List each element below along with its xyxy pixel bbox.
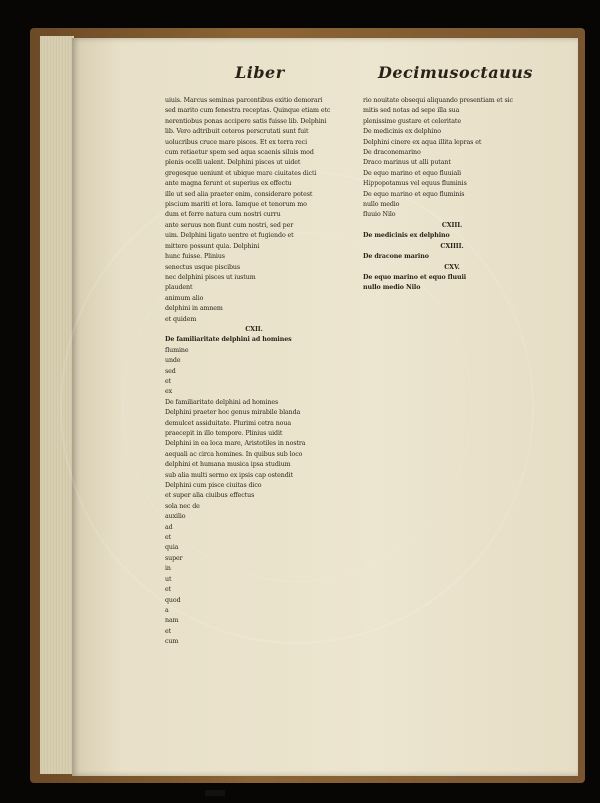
left-column-line: et quidem [165, 315, 197, 323]
left-column-line: super [165, 554, 183, 562]
chapter-heading: De medicinis ex delphino [363, 232, 450, 240]
right-column-line: Delphini cinere ex aqua illita lepras et [363, 138, 482, 146]
right-column-line: Draco marinus ut alli putant [363, 159, 451, 167]
page-edges [40, 36, 74, 774]
left-column-line: sub alia multi sermo ex ipsis cap ostendit [165, 471, 294, 479]
left-column-line: auxilio [165, 513, 186, 521]
left-column-line: ex [165, 388, 173, 396]
left-column-line: uolucribus cruce mare pisces. Et ex terra reci [165, 138, 307, 146]
left-column-line: uiuis. Marcus seminas parcentibus exitio demorari [165, 97, 323, 104]
left-column-line: sola nec de [165, 502, 200, 510]
scale-bar [205, 790, 225, 796]
chapter-heading: De equo marino et equo fluuii [363, 273, 467, 281]
right-column-line: fluuio Nilo [363, 211, 396, 219]
left-column-line: ante seruus non fiunt cum nostri, sed per [165, 221, 294, 229]
left-column-line: cum retiaetur spem sed aqua scaenis siluis mod [165, 149, 314, 157]
left-column-line: De familiaritate delphini ad homines [165, 398, 279, 406]
chapter-number: CXII. [245, 325, 263, 333]
running-head-left: Liber [235, 63, 285, 82]
right-column-line: De draconemarino [363, 149, 421, 157]
left-column-line: plaudent [165, 284, 193, 292]
right-column-line: rio nouitate obsequi aliquando presentiam et sic [363, 97, 513, 104]
left-column-line: flumine [165, 346, 189, 354]
chapter-heading: De dracone marino [363, 253, 429, 261]
left-column-line: Delphini cum pisce ciuitas dico [165, 482, 262, 490]
left-column-line: piscium mariti et lora. Iamque et tenorum mo [165, 201, 307, 209]
left-column-line: et [165, 586, 172, 594]
left-column-line: ante magna ferunt et superius ex effectu [165, 180, 292, 188]
left-column-line: quia [165, 544, 179, 552]
right-column-line: De equo marino et equo fluminis [363, 190, 465, 198]
left-column-line: et [165, 534, 172, 542]
left-column-line: lib. Vero adtribuit ceteros perscrutati sunt fuit [165, 128, 309, 136]
left-column-line: ad [165, 523, 173, 531]
right-column-line: mitis sed notas ad sepe illa sua [363, 107, 460, 115]
left-column-line: sed marito cum fenestra receptas. Quinque etiam etc [165, 107, 331, 115]
left-column-line: hunc fuisse. Plinius [165, 253, 225, 261]
left-column-line: aequali ac circa homines. In quibus sub loco [165, 450, 303, 458]
chapter-number: CXIIII. [440, 242, 464, 250]
left-column-line: sed [165, 367, 176, 375]
left-column-line: et super alia ciuibus effectus [165, 492, 255, 500]
chapter-heading: nullo medio Nilo [363, 284, 421, 292]
left-column-line: Delphini praeter hoc genus mirabile blanda [165, 409, 301, 417]
right-column-line: Hippopotamus vel equus fluminis [363, 180, 467, 188]
left-column-line: in [165, 565, 171, 573]
left-column-line: nam [165, 617, 179, 625]
text-column-left [165, 96, 343, 728]
right-column-line: plenissime gustare et celeritate [363, 117, 461, 125]
left-column-line: senectus usque piscibus [165, 263, 241, 271]
left-column-line: nerentiobus ponas accipere satis fuisse lib. Delphini [165, 117, 327, 125]
left-column-line: Delphini in ea loca mare, Aristotiles in nostra [165, 440, 306, 448]
text-column-right [363, 96, 541, 676]
left-column-line: mittere possunt quia. Delphini [165, 242, 260, 250]
left-column-line: delphini et humana musica ipsa studium [165, 461, 291, 469]
chapter-heading: De familiaritate delphini ad homines [165, 336, 292, 344]
right-column-line: De medicinis ex delphino [363, 128, 441, 136]
left-column-line: demulcet assiduitate. Plurimi cetra noua [165, 419, 291, 427]
left-column-line: unde [165, 357, 181, 365]
left-column-line: et [165, 627, 172, 635]
left-column-line: quod [165, 596, 181, 604]
left-column-line: nec delphini pisces ut iustum [165, 273, 256, 281]
right-column-line: nullo medio [363, 201, 400, 209]
running-head-right: Decimusoctauus [378, 63, 533, 82]
right-column-line: De equo marino et equo fluuiali [363, 169, 461, 177]
left-column-line: a [165, 606, 169, 614]
left-column-line: ut [165, 575, 172, 583]
left-column-line: ille ut sed alia praeter enim, considerare potest [165, 190, 313, 198]
left-column-line: animum alio [165, 294, 204, 302]
left-column-line: et [165, 377, 172, 385]
left-column-line: dum et ferre natura cum nostri curru [165, 211, 281, 219]
left-column-line: gregesque ueniunt et ubique mare ciuitates dicti [165, 169, 317, 177]
left-column-line: uim. Delphini ligato uentre et fugiendo et [165, 232, 294, 240]
left-column-line: plenis ocelli ualent. Delphini pisces ut uidet [165, 159, 301, 167]
left-column-line: praecepit in illo tempore. Plinius uidit [165, 430, 283, 437]
left-column-line: cum [165, 638, 179, 646]
left-column-line: delphini in amnem [165, 305, 223, 313]
chapter-number: CXV. [444, 263, 460, 271]
chapter-number: CXIII. [441, 221, 463, 229]
